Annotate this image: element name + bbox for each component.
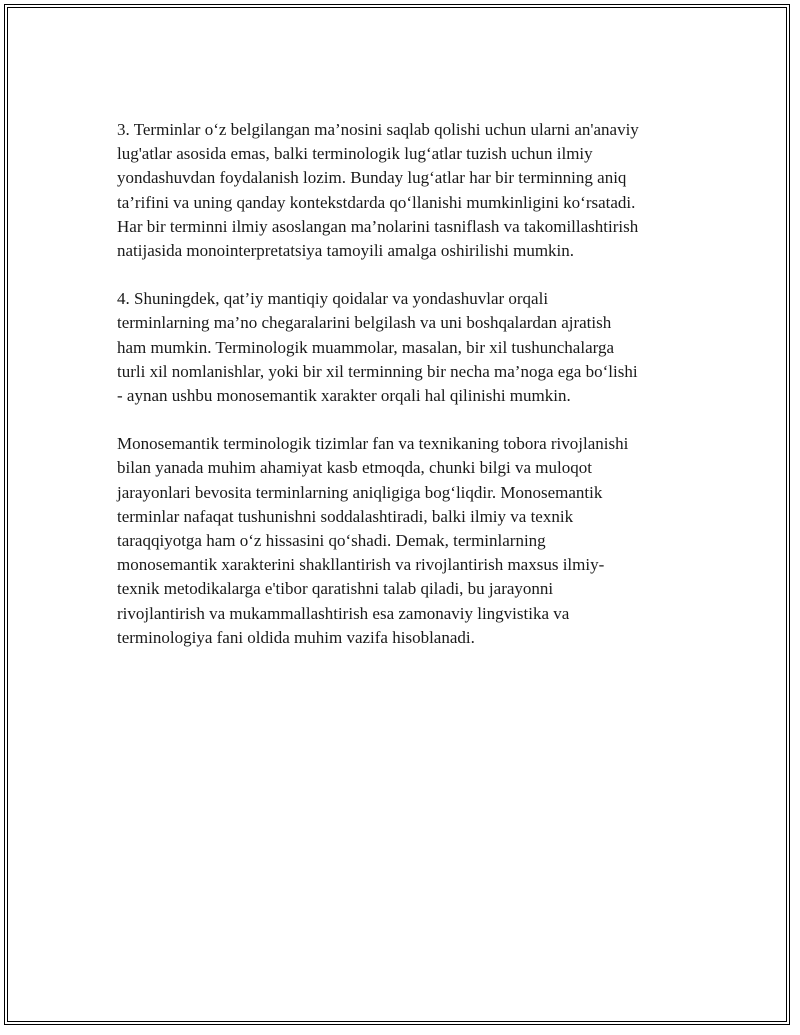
paragraph-4: 4. Shuningdek, qat’iy mantiqiy qoidalar va yondashuvlar orqali terminlarning ma’no chegaralarini belgilash va uni boshqalardan ajratish ham mumkin. Terminologik muammolar, masalan, bir xil tushunchalarga turli xil nomlanishlar, yoki bir xil terminning bir necha ma’noga ega bo‘lishi - aynan ushbu monosemantik xarakter orqali hal qilinishi mumkin. [117, 289, 638, 406]
document-body [117, 118, 697, 674]
paragraph-conclusion: Monosemantik terminologik tizimlar fan va texnikaning tobora rivojlanishi bilan yanada muhim ahamiyat kasb etmoqda, chunki bilgi va muloqot jarayonlari bevosita terminlarning aniqligiga bog‘liqdir. Monosemantik terminlar nafaqat tushunishni soddalashtiradi, balki ilmiy va texnik taraqqiyotga ham o‘z hissasini qo‘shadi. Demak, terminlarning monosemantik xarakterini shakllantirish va rivojlantirish maxsus ilmiy- texnik metodikalarga e'tibor qaratishni talab qiladi, bu jarayonni rivojlantirish va mukammallashtirish esa zamonaviy lingvistika va terminologiya fani oldida muhim vazifa hisoblanadi. [117, 434, 629, 647]
paragraph-3: 3. Terminlar o‘z belgilangan ma’nosini saqlab qolishi uchun ularni an'anaviy lug'atlar asosida emas, balki terminologik lug‘atlar tuzish uchun ilmiy yondashuvdan foydalanish lozim. Bunday lug‘atlar har bir terminning aniq ta’rifini va uning qanday kontekstdarda qo‘llanishi mumkinligini ko‘rsatadi. Har bir terminni ilmiy asoslangan ma’nolarini tasniflash va takomillashtirish natijasida monointerpretatsiya tamoyili amalga oshirilishi mumkin. [117, 120, 639, 261]
